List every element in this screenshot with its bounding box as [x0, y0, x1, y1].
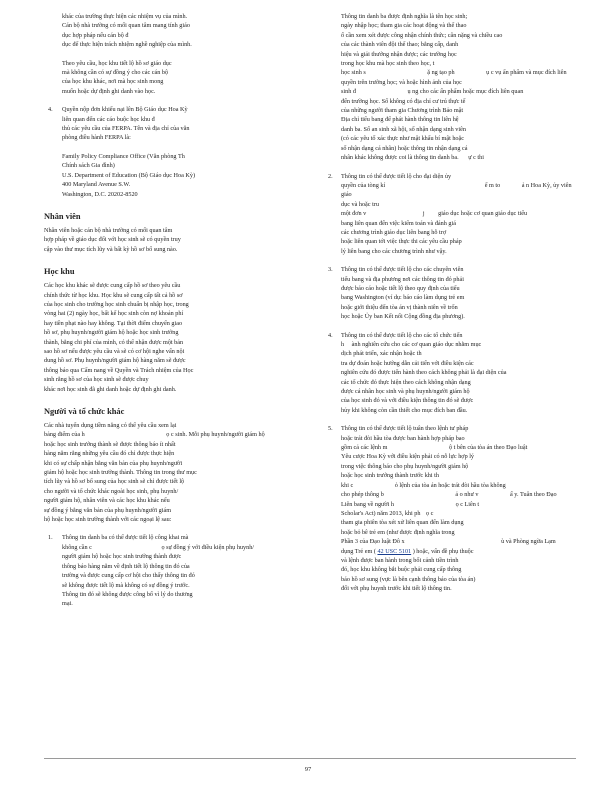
- text-line: tra dự đoán hoặc hướng dẫn cải tiến với điều kiện các: [341, 359, 474, 367]
- address-line: Washington, D.C. 20202-8520: [62, 190, 138, 198]
- text-fragment: ù và Phòng ngừa Lạm: [501, 538, 556, 546]
- text-line: liên quan đến các cáo buộc học khu đ: [62, 115, 155, 123]
- list-number: 4.: [48, 106, 53, 114]
- text-fragment: không cần c: [62, 543, 92, 551]
- text-fragment: ành nghiên cứu cho các cơ quan giáo dục nhằm mục: [351, 341, 482, 348]
- text-line: Cán bộ nhà trường có mối quan tâm mang tính giáo: [62, 22, 190, 30]
- address-line: 400 Maryland Avenue S.W.: [62, 181, 131, 189]
- list-number: 1.: [48, 534, 53, 542]
- text-line: [341, 31, 576, 40]
- list-number: 5.: [328, 425, 333, 433]
- text-line: dục để thực hiện trách nhiệm nghề nghiệp của mình.: [62, 41, 192, 49]
- text-line: Thông tin có thể được tiết lộ tuân theo lệnh tư pháp: [341, 425, 469, 433]
- text-line: người giám hộ hoặc học sinh trưởng thành được: [62, 553, 182, 561]
- text-line: hủy khi không còn cần thiết cho mục đích ban đầu.: [341, 406, 468, 414]
- text-fragment: được công nhận chính thức; cân nặng và chiều cao: [377, 31, 503, 39]
- text-line: cập vào thư mục tích lũy và bất kỳ hồ sơ bổ sung nào.: [44, 245, 178, 253]
- text-line: khác của trường thực hiện các nhiệm vụ của mình.: [62, 13, 188, 20]
- text-line: [341, 340, 576, 349]
- text-line: Thông tin đó sẽ không được công bố vì lý do thương: [62, 590, 193, 598]
- text-fragment: ỏ lệnh của tòa án hoặc trát đòi hầu tòa không: [394, 481, 506, 489]
- text-fragment: ể m to: [484, 181, 501, 189]
- text-line: [44, 430, 280, 439]
- paragraph-district-request: [44, 59, 280, 97]
- text-line: sinh rằng hồ sơ của học sinh sẽ được chuy: [44, 376, 149, 384]
- text-line: danh ba. Số an sinh xã hội, số nhận dạng sinh viên: [341, 125, 466, 133]
- text-line: hiệu và giải thưởng nhận được; các trường học: [341, 50, 457, 58]
- text-line: tích lũy và hồ sơ bổ sung của học sinh sẽ chỉ được tiết lộ: [44, 478, 185, 486]
- text-line: [341, 87, 576, 96]
- text-line: dung hồ sơ. Phụ huynh/người giám hộ hàng năm sẽ được: [44, 357, 186, 365]
- text-line: [341, 490, 576, 499]
- text-fragment: quyền của tòng kí: [341, 181, 386, 189]
- text-line: thành, bằng chi phí của mình, có thể nhận được một bản: [44, 338, 184, 346]
- text-line: Thông tin có thể được tiết lộ cho đại diện ủy: [341, 172, 452, 180]
- text-line: [341, 500, 576, 509]
- list-number: 3.: [328, 266, 333, 274]
- text-line: Các nhà tuyển dụng tiềm năng có thể yêu cầu xem lại: [44, 422, 177, 429]
- page-number: 97: [304, 766, 312, 773]
- text-fragment: ) hoặc, vấn đề phụ thuộc: [412, 547, 474, 555]
- text-fragment: gồm cả các lệnh m: [341, 444, 388, 452]
- text-line: của những người tham gia Chương trình Bảo mật: [341, 107, 464, 115]
- text-line: dịch phát triển, xác nhận hoặc th: [341, 350, 422, 358]
- text-line: hoặc học sinh trưởng thành sẽ được thông báo ít nhất: [44, 440, 176, 448]
- text-fragment: sinh đ: [341, 88, 356, 96]
- left-column: [44, 12, 280, 609]
- address-line: Chính sách Gia đình): [62, 162, 115, 170]
- text-fragment: khi c: [341, 481, 354, 489]
- text-line: sao hồ sơ nếu được yêu cầu và sẽ có cơ hội nghe vấn nội: [44, 347, 185, 355]
- text-line: muốn hoặc dự định ghi danh vào học.: [62, 87, 156, 95]
- address-line: U.S. Department of Education (Bộ Giáo dục Hoa Kỳ): [62, 171, 195, 179]
- text-line: chính thức từ học khu. Học khu sẽ cung cấp tất cả hồ sơ: [44, 291, 183, 299]
- text-fragment: ụ c vụ ẩn phẩm và mục đích liên: [486, 69, 567, 77]
- text-line: số nhận dạng cá nhân) hoặc thông tin nhận dạng cá: [341, 144, 468, 152]
- text-line: [341, 509, 576, 518]
- text-line: [341, 209, 576, 218]
- text-line: Thông tin danh ba có thể được tiết lộ công khai mà: [62, 534, 189, 542]
- text-line: khác nơi học sinh đã ghi danh hoặc dự định ghi danh.: [44, 385, 177, 393]
- text-line: [341, 153, 576, 162]
- right-column: [328, 12, 576, 594]
- text-line: nghiên cứu đó được tiến hành theo cách không phải là đại diện của: [341, 369, 507, 377]
- usc-statute-link[interactable]: 42 USC 5101: [377, 547, 412, 555]
- text-line: sẽ không được tiết lộ mà không có sự đồng ý trước.: [62, 581, 190, 589]
- list-item-4-research: [328, 331, 576, 416]
- paragraph-directory-definition: [328, 12, 576, 163]
- text-line: cho người và tổ chức khác ngoài học sinh, phụ huynh/: [44, 487, 179, 495]
- text-fragment: giáo dục hoặc cơ quan giáo dục tiểu: [438, 210, 528, 218]
- text-line: Các học khu khác sẽ được cung cấp hồ sơ theo yêu cầu: [44, 282, 181, 290]
- text-line: hợp pháp về giáo dục đối với học sinh sẽ có quyền truy: [44, 236, 181, 244]
- text-fragment: ả n Hoa Kỳ, ủy viên giáo: [341, 181, 572, 199]
- text-line: của học khu khác, nơi mà học sinh mong: [62, 78, 164, 86]
- text-line: hoặc liên quan tới việc thực thi các yêu cầu pháp: [341, 238, 462, 246]
- text-line: các tổ chức đó thực hiện theo cách không nhận dạng: [341, 378, 471, 386]
- text-fragment: ự c thi: [468, 154, 484, 162]
- list-item-4-complaint: [44, 105, 280, 199]
- footer-divider: [44, 758, 576, 759]
- text-line: phòng điều hành FERPA là:: [62, 134, 131, 142]
- text-fragment: ả o như v: [455, 491, 479, 499]
- text-line: bang Washington (ví dụ: báo cáo làm dụng trẻ em: [341, 294, 465, 302]
- text-fragment: ọ c: [426, 509, 434, 517]
- text-line: Yêu cược Hoa Kỳ với điều kiện phải có nỗ lực hợp lý: [341, 453, 475, 461]
- paragraph-nguoi-va-to-chuc: [44, 421, 280, 524]
- text-fragment: ộ t bên của tòa án theo Đạo luật: [448, 444, 528, 452]
- text-line: dục hợp pháp nếu cán bộ đ: [62, 31, 129, 39]
- text-line: hoặc trát đòi hầu tòa được ban hành hợp pháp bao: [341, 434, 465, 442]
- text-line: trong việc thông báo cho phụ huynh/người giám hộ: [341, 462, 469, 470]
- text-line: quyền trên trường học; và hoặc hình ảnh của học: [341, 78, 462, 86]
- text-line: các chương trình giáo dục liên bang hỗ trợ: [341, 228, 447, 236]
- text-line: báo hồ sơ sung (vực là bên cạnh thông báo của tòa án): [341, 575, 476, 583]
- heading-nguoi-va-to-chuc: Người và tổ chức khác: [44, 407, 125, 416]
- address-line: Family Policy Compliance Office (Văn phòng Th: [62, 152, 185, 160]
- text-line: Thông tin có thể được tiết lộ cho các tổ chức tiến: [341, 331, 463, 339]
- text-line: đối với phụ huynh trước khi tiết lộ thông tin.: [341, 585, 452, 593]
- text-line: đó, học khu không bắt buộc phải cung cấp thông: [341, 566, 462, 574]
- text-fragment: một đơn v: [341, 210, 367, 218]
- text-line: ngày nhập học; tham gia các hoạt động và thể thao: [341, 22, 467, 30]
- text-fragment: dụng Trẻ em (: [341, 547, 376, 555]
- text-line: tiểu bang và địa phương nơi các thông tin đó phải: [341, 275, 464, 283]
- heading-nhan-vien: Nhân viên: [44, 211, 81, 221]
- text-line: của học sinh cho trường học sinh chuẩn bị nhập học, trong: [44, 300, 189, 308]
- text-line: thủ các yêu cầu của FERPA. Tên và địa chỉ của văn: [62, 125, 190, 133]
- text-line: trường và được cung cấp cơ hội cho thấy thông tin đó: [62, 572, 195, 580]
- text-fragment: Phần 3 của Đạo luật Đô x: [341, 538, 405, 546]
- list-item-2-federal: [328, 172, 576, 257]
- text-fragment: ọ sự đồng ý với điều kiện phụ huynh/: [161, 543, 255, 551]
- text-line: [341, 481, 576, 490]
- text-line: học hoặc Ủy ban Kết nối Cộng đồng địa phương).: [341, 313, 465, 321]
- text-line: [341, 547, 576, 556]
- text-line: thông báo hàng năm về định tiết lộ thông tin đó của: [62, 562, 190, 570]
- text-line: hoặc bỏ bê trẻ em (như được định nghĩa trong: [341, 528, 455, 536]
- text-fragment: Scholar's Act) năm 2013, khi ph: [341, 509, 421, 517]
- text-fragment: h: [341, 341, 345, 348]
- list-number: 2.: [328, 172, 333, 180]
- text-line: bang liên quan đến việc kiểm toán và đánh giá: [341, 219, 456, 227]
- text-line: được cá nhân học sinh và phụ huynh/người giám hộ: [341, 388, 470, 396]
- text-line: Thông tin danh ba được định nghĩa là tên học sinh;: [341, 13, 468, 20]
- paragraph-school-officials: [44, 12, 280, 50]
- text-line: trong học khu mà học sinh theo học, t: [341, 60, 435, 68]
- paragraph-nhan-vien: [44, 226, 280, 254]
- text-fragment: bảng điểm của h: [44, 431, 85, 439]
- text-line: người giám hộ, nhân viên và các học khu khác nếu: [44, 497, 170, 505]
- text-fragment: Liên bang về người h: [341, 500, 395, 508]
- text-line: hồ sơ, phụ huynh/người giám hộ hoặc học sinh trưởng: [44, 329, 179, 337]
- text-line: thông báo qua Cẩm nang về Quyền và Trách nhiệm của Học: [44, 366, 194, 374]
- text-line: hộ hoặc học sinh trưởng thành với các ngoại lệ sau:: [44, 516, 172, 524]
- text-line: lý liên bang cho các chương trình như vậy.: [341, 247, 447, 255]
- text-line: Theo yêu cầu, học khu tiết lộ hồ sơ giáo dục: [62, 59, 172, 67]
- text-fragment: học sinh s: [341, 69, 366, 77]
- text-fragment: ọ c sinh. Mỗi phụ huynh/người giám hộ: [166, 431, 265, 439]
- text-fragment: ụ ng cho các ấn phẩm hoặc mục đích liên quan: [407, 88, 524, 96]
- text-fragment: j: [422, 210, 425, 218]
- text-line: giám hộ hoặc học sinh trưởng thành. Thông tin trong thư mục: [44, 469, 197, 477]
- text-line: hoặc giới thiệu đến tòa án vị thành niên về trốn: [341, 303, 458, 311]
- text-line: mại.: [62, 600, 73, 608]
- text-line: được báo cáo hoặc tiết lộ theo quy định của tiểu: [341, 284, 460, 292]
- text-fragment: cho phép thông b: [341, 491, 384, 499]
- text-line: tham gia phiên tòa xét xử liên quan đến làm dụng: [341, 519, 464, 527]
- text-line: sự đồng ý bằng văn bản của phụ huynh/người giám: [44, 506, 172, 514]
- text-line: hay tiền phạt nào hay không. Tại thời điểm chuyển giao: [44, 319, 183, 327]
- text-line: hàng năm rằng những yêu cầu đó chỉ được thực hiện: [44, 450, 175, 458]
- text-fragment: ố cần xem xét: [341, 31, 376, 39]
- text-fragment: nhân khác không được coi là thông tin danh ba.: [341, 154, 459, 162]
- text-line: của các thành viên đội thể thao; bằng cấp, danh: [341, 41, 459, 49]
- text-line: Địa chỉ tiểu bang để phát hành thông tin liên hệ: [341, 116, 459, 124]
- text-fragment: ọ c Liên t: [455, 500, 480, 508]
- text-fragment: ặ ng tạo ph: [427, 69, 455, 77]
- text-line: Quyền nộp đơn khiếu nại lên Bộ Giáo dục Hoa Kỳ: [62, 106, 188, 114]
- text-fragment: ấ y. Tuân theo Đạo: [510, 491, 557, 499]
- text-line: [62, 543, 280, 552]
- text-line: Nhân viên hoặc cán bộ nhà trường có mối quan tâm: [44, 226, 173, 234]
- list-number: 4.: [328, 331, 333, 339]
- list-item-1-directory: [44, 533, 280, 608]
- text-line: hoặc học sinh trưởng thành trước khi th: [341, 472, 439, 480]
- text-line: khi có sự chấp nhận bằng văn bản của phụ huynh/người: [44, 459, 183, 467]
- text-line: [341, 537, 576, 546]
- ferpa-address: [62, 152, 280, 199]
- text-line: [341, 181, 576, 200]
- list-item-5-court-order: [328, 424, 576, 593]
- text-line: (có các yêu tố xác thực như mật khẩu bí mật hoặc: [341, 135, 465, 143]
- list-item-3-state: [328, 265, 576, 321]
- text-line: Thông tin có thể được tiết lộ cho các chuyên viên: [341, 266, 464, 274]
- text-line: dục và hoặc tru: [341, 200, 379, 208]
- paragraph-hoc-khu: [44, 281, 280, 394]
- text-line: [341, 443, 576, 452]
- text-line: của học sinh đó và với điều kiện thông tin đó sẽ được: [341, 397, 474, 405]
- heading-hoc-khu: Học khu: [44, 267, 75, 277]
- text-line: [341, 68, 576, 77]
- text-line: và lệnh được ban hành trong bối cảnh tiền trình: [341, 556, 459, 564]
- text-line: đến trường học. Số không có địa chỉ cư trú thực tế: [341, 97, 466, 105]
- text-line: mà không cần có sự đồng ý cho các cán bộ: [62, 69, 169, 77]
- text-line: vòng hai (2) ngày học, bất kể học sinh còn nợ khoản phí: [44, 310, 184, 318]
